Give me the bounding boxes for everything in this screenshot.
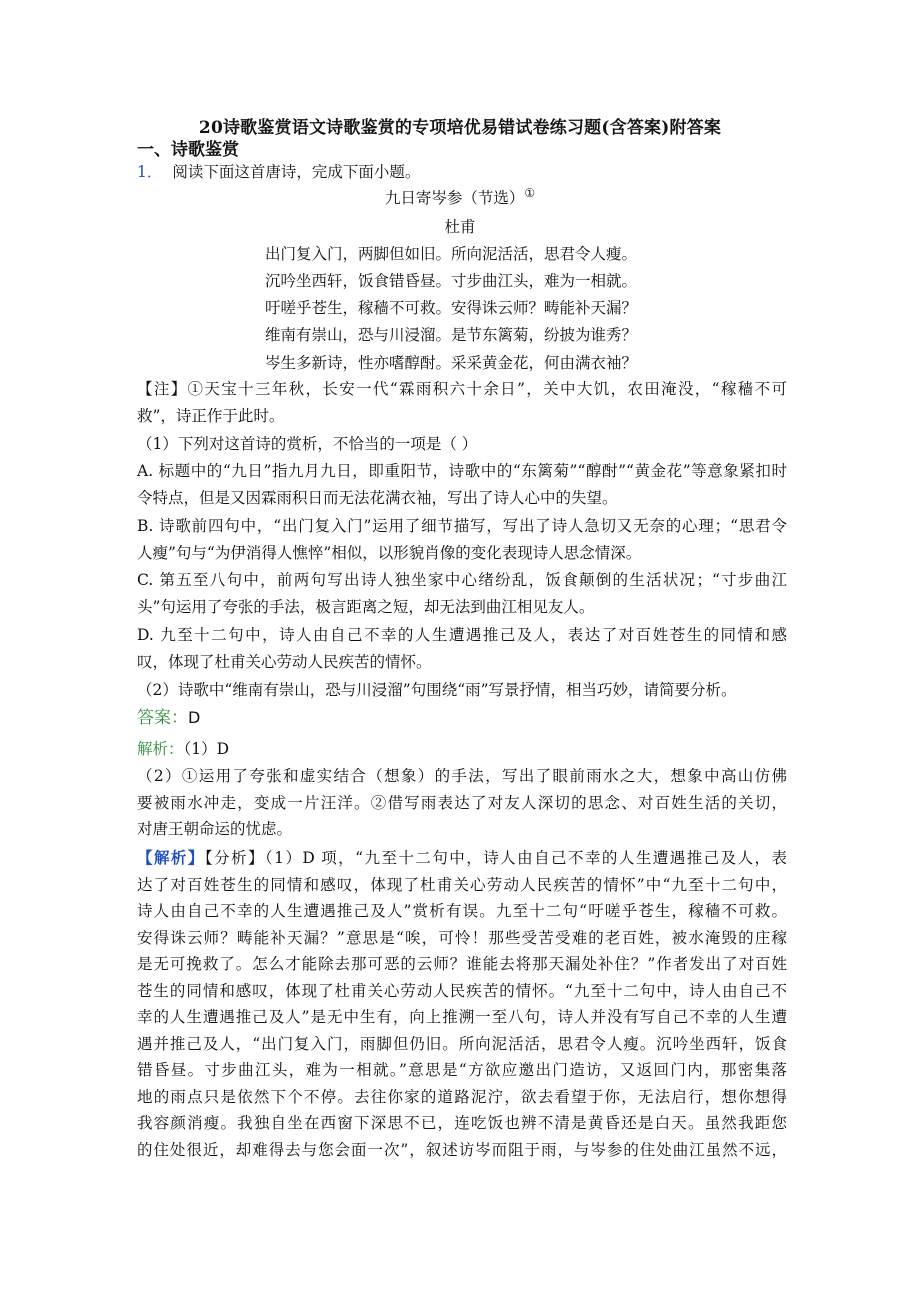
answer-line	[137, 705, 787, 732]
analysis-line: 对唐王朝命运的忧虑。	[137, 820, 293, 838]
explanation-tag: 【解析】	[137, 848, 205, 867]
explanation-line: 错昏昼。寸步曲江头，难为一相就。”意思是“方欲应邀出门造访，又返回门内，那密集落	[137, 1061, 787, 1079]
analysis-part1: （1）D	[183, 740, 230, 758]
analysis-line	[137, 736, 787, 763]
option-line: A. 标题中的“九日”指九月九日，即重阳节，诗歌中的“东篱菊”“醇酎”“黄金花”等意象紧扣时	[137, 462, 787, 480]
analysis-line: （2）①运用了夸张和虚实结合（想象）的手法，写出了眼前雨水之大，想象中高山仿佛	[137, 767, 787, 785]
option-c	[137, 567, 787, 620]
poem-author: 杜甫	[444, 218, 476, 236]
option-b	[137, 513, 787, 566]
poem-title	[0, 186, 920, 208]
explanation-line: 幸的人生遭遇推己及人”是无中生有，向上推溯一至八句，诗人并没有写自己不幸的人生遭	[137, 1008, 787, 1026]
explanation-line: 达了对百姓苍生的同情和感叹，体现了杜甫关心劳动人民疾苦的情怀”中“九至十二句中，	[137, 875, 787, 894]
sub-question-2-stem: （2）诗歌中“维南有崇山，恐与川浸溜”句围绕“雨”写景抒情，相当巧妙，请简要分析。	[137, 681, 737, 699]
explanation-line: 地的雨点只是依然下个不停。去往你家的道路泥泞，欲去看望于你，无法启行，想你想得	[137, 1087, 787, 1106]
poem-line: 吁嗟乎苍生，稼穑不可救。安得诛云师？畴能补天漏？	[265, 299, 638, 317]
question-1-prompt	[137, 160, 420, 182]
option-line: B. 诗歌前四句中，“出门复入门”运用了细节描写，写出了诗人急切又无奈的心理；“思君令	[137, 517, 787, 535]
poem-title-text: 九日寄岑参（节选）	[384, 189, 525, 208]
explanation-line: 安得诛云师？畴能补天漏？”意思是“唉，可怜！那些受苦受难的老百姓，被水淹毁的庄稼	[137, 928, 787, 947]
poem-line: 岑生多新诗，性亦嗜醇酎。采采黄金花，何由满衣袖？	[265, 354, 638, 372]
question-number: 1．	[137, 163, 163, 181]
explanation-line: 是无可挽救了。怎么才能除去那可恶的云师？谁能去将那天漏处补住？”作者发出了对百姓	[137, 955, 787, 973]
option-a	[137, 458, 787, 511]
explanation-line: 诗人由自己不幸的人生遭遇推己及人”赏析有误。九至十二句“吁嗟乎苍生，稼穑不可救。	[137, 902, 787, 920]
footnote-mark: ①	[524, 186, 536, 200]
explanation-line	[137, 845, 787, 872]
document-title: 20诗歌鉴赏语文诗歌鉴赏的专项培优易错试卷练习题(含答案)附答案	[198, 118, 722, 138]
explanation-line: 苍生的同情和感叹，体现了杜甫关心劳动人民疾苦的情怀。“九至十二句中，诗人由自己不	[137, 981, 787, 1000]
explanation-line: 我容颜消瘦。我独自坐在西窗下深思不已，连吃饭也辨不清是黄昏还是白天。虽然我距您	[137, 1114, 787, 1132]
poem-line: 维南有崇山，恐与川浸溜。是节东篱菊，纷披为谁秀？	[265, 326, 638, 344]
section-heading: 一、诗歌鉴赏	[137, 140, 239, 160]
analysis-label: 解析：	[137, 740, 184, 758]
poem-note	[137, 376, 787, 429]
option-line: 人瘦”句与“为伊消得人憔悴”相似，以形貌肖像的变化表现诗人思念情深。	[137, 543, 642, 562]
option-d	[137, 622, 787, 675]
explanation-line-text: 【分析】（1）D 项，“九至十二句中，诗人由自己不幸的人生遭遇推己及人，表	[204, 849, 787, 867]
explanation-line: 的住处很近，却难得去与您会面一次”，叙述访岑而阻于雨，与岑参的住处曲江虽然不远，	[137, 1140, 787, 1159]
analysis-line: 要被雨水冲走，变成一片汪洋。②借写雨表达了对友人深切的思念、对百姓生活的关切，	[137, 793, 787, 812]
option-line: 头”句运用了夸张的手法，极言距离之短，却无法到曲江相见友人。	[137, 597, 595, 616]
note-line: 救”，诗正作于此时。	[137, 406, 285, 425]
poem-line: 沉吟坐西轩，饭食错昏昼。寸步曲江头，难为一相就。	[265, 272, 638, 290]
explanation-line: 遇并推己及人，“出门复入门，雨脚但仍旧。所向泥活活，思君令人瘦。沉吟坐西轩，饭食	[137, 1034, 787, 1053]
sub-question-1-stem: （1）下列对这首诗的赏析，不恰当的一项是（ ）	[137, 435, 478, 453]
answer-label: 答案：	[137, 708, 188, 728]
option-line: D. 九至十二句中，诗人由自己不幸的人生遭遇推己及人，表达了对百姓苍生的同情和感	[137, 626, 787, 644]
question-prompt-text: 阅读下面这首唐诗，完成下面小题。	[172, 163, 421, 181]
explanation	[137, 845, 787, 1163]
option-line: 令特点，但是又因霖雨积日而无法花满衣袖，写出了诗人心中的失望。	[137, 488, 618, 507]
note-line: 【注】①天宝十三年秋，长安一代“霖雨积六十余日”，关中大饥，农田淹没，“稼穑不可	[137, 380, 787, 398]
option-line: C. 第五至八句中，前两句写出诗人独坐家中心绪纷乱，饭食颠倒的生活状况；“寸步曲江	[137, 571, 787, 589]
option-line: 叹，体现了杜甫关心劳动人民疾苦的情怀。	[137, 652, 432, 671]
answer-value: D	[188, 708, 201, 727]
poem-line: 出门复入门，两脚但如旧。所向泥活活，思君令人瘦。	[265, 245, 638, 263]
analysis-part2	[137, 763, 787, 843]
